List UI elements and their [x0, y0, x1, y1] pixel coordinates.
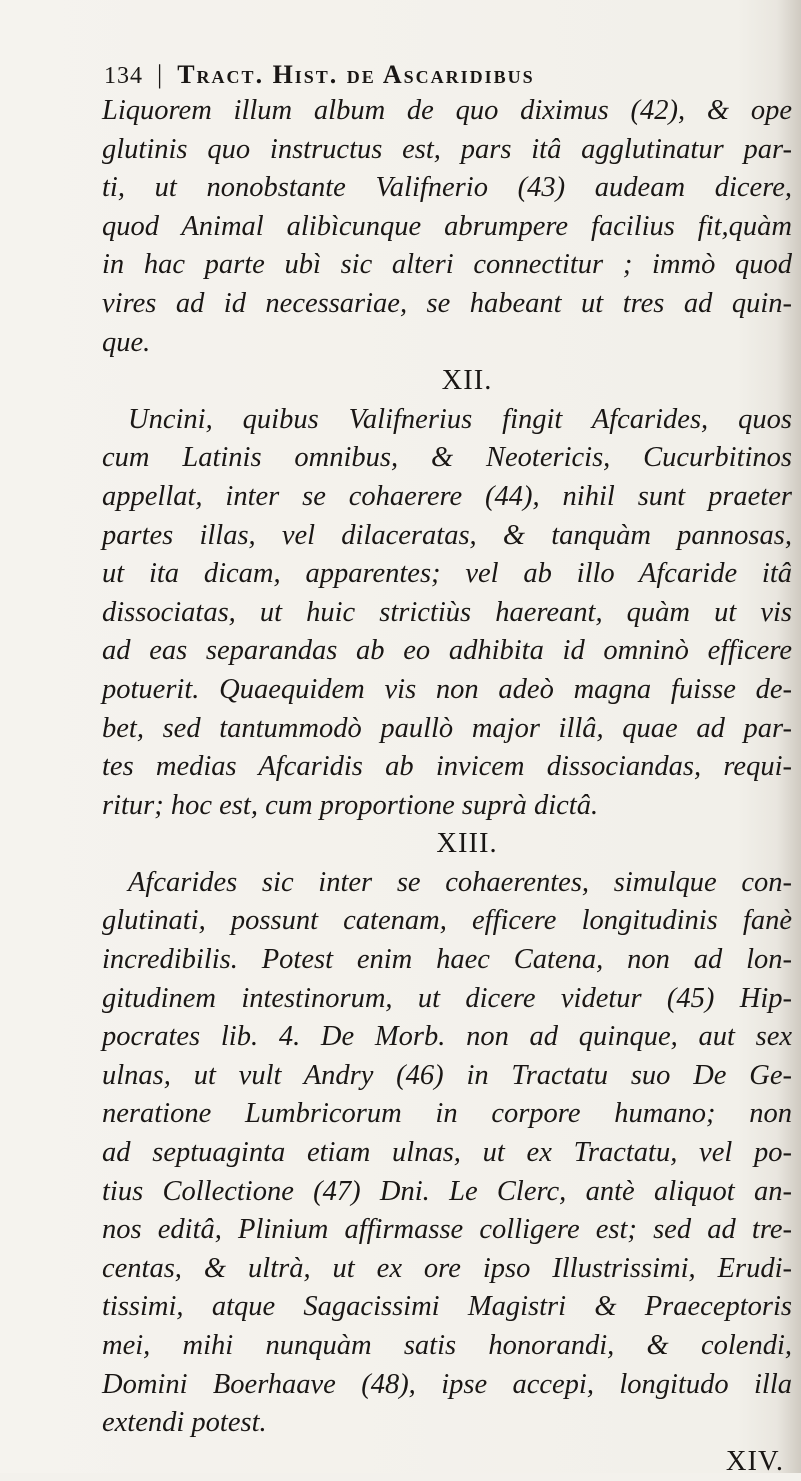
text-line: gitudinem intestinorum, ut dicere videtur (45) Hip- [102, 982, 792, 1014]
text-line: tissimi, atque Sagacissimi Magistri & Praeceptoris [102, 1291, 792, 1323]
text-line: ut ita dicam, apparentes; vel ab illo Afcaride itâ [102, 558, 792, 590]
text-line: glutinis quo instructus est, pars itâ agglutinatur par- [102, 133, 792, 165]
section-number: XIII. [436, 828, 498, 860]
text-line: centas, & ultrà, ut ex ore ipso Illustrissimi, Erudi- [102, 1252, 792, 1284]
section-number: XIV. [725, 1445, 784, 1477]
text-line: glutinati, possunt catenam, efficere longitudinis fanè [102, 905, 792, 937]
section-number: XII. [441, 365, 493, 397]
text-line: mei, mihi nunquàm satis honorandi, & colendi, [102, 1330, 792, 1361]
text-line: ulnas, ut vult Andry (46) in Tractatu suo De Ge- [102, 1059, 792, 1091]
text-line: ti, ut nonobstante Valifnerio (43) audeam dicere, [102, 172, 792, 204]
text-line: Liquorem illum album de quo diximus (42), & ope [102, 95, 792, 126]
header-separator: | [157, 60, 164, 89]
body-text [102, 92, 792, 1481]
text-line: incredibilis. Potest enim haec Catena, non ad lon- [102, 944, 792, 976]
text-line: ad septuaginta etiam ulnas, ut ex Tractatu, vel po- [102, 1137, 792, 1169]
text-line: pocrates lib. 4. De Morb. non ad quinque, aut sex [102, 1021, 792, 1053]
text-line: Uncini, quibus Valifnerius fingit Afcarides, quos [128, 403, 792, 435]
page-number: 134 [104, 63, 143, 89]
text-line: tius Collectione (47) Dni. Le Clerc, antè aliquot an- [102, 1175, 792, 1207]
text-line: Afcarides sic inter se cohaerentes, simulque con- [128, 866, 792, 898]
text-line: ad eas separandas ab eo adhibita id omninò efficere [102, 635, 792, 667]
text-line: nos editâ, Plinium affirmasse colligere est; sed ad tre- [102, 1214, 792, 1246]
text-line: que. [102, 326, 151, 358]
text-line: cum Latinis omnibus, & Neotericis, Cucurbitinos [102, 442, 792, 474]
text-line: in hac parte ubì sic alteri connectitur ; immò quod [102, 249, 792, 281]
text-line: bet, sed tantummodò paullò major illâ, quae ad par- [102, 712, 792, 744]
running-header [104, 60, 704, 94]
running-title: Tract. Hist. de Ascaridibus [177, 60, 535, 89]
text-line: neratione Lumbricorum in corpore humano; non [102, 1098, 792, 1130]
text-line: Domini Boerhaave (48), ipse accepi, longitudo illa [102, 1368, 792, 1400]
text-line: potuerit. Quaequidem vis non adeò magna fuisse de- [102, 673, 792, 705]
text-line: ritur; hoc est, cum proportione suprà dictâ. [102, 789, 599, 821]
text-line: extendi potest. [102, 1407, 267, 1439]
text-line: vires ad id necessariae, se habeant ut tres ad quin- [102, 287, 792, 319]
text-line: partes illas, vel dilaceratas, & tanquàm pannosas, [102, 519, 792, 551]
text-line: appellat, inter se cohaerere (44), nihil sunt praeter [102, 480, 792, 512]
text-line: tes medias Afcaridis ab invicem dissociandas, requi- [102, 751, 792, 783]
text-line: quod Animal alibìcunque abrumpere facilius fit,quàm [102, 210, 792, 242]
text-line: dissociatas, ut huic strictiùs haereant, quàm ut vis [102, 596, 792, 628]
